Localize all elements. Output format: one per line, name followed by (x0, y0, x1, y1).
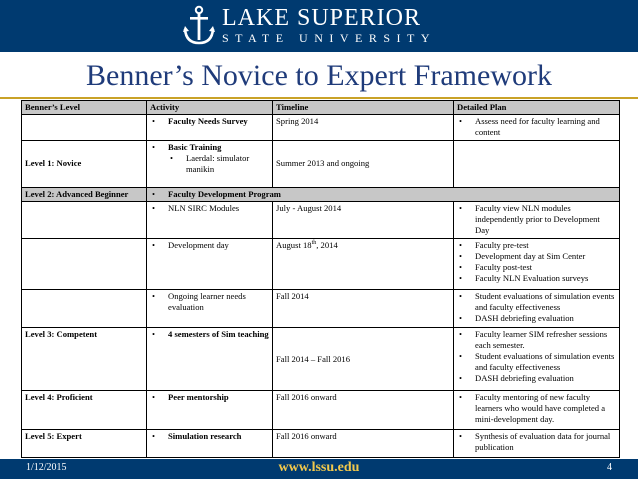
timeline-cell (273, 239, 454, 290)
level-cell (22, 290, 147, 328)
logo-line-2: STATE UNIVERSITY (222, 31, 437, 45)
activity-cell: • Peer mentorship (147, 391, 273, 430)
timeline-text-tail: , 2014 (316, 240, 338, 251)
header-cell: Benner’s Level (22, 101, 147, 115)
plan-item: Synthesis of evaluation data for journal publication (475, 431, 611, 453)
activity-text: Ongoing learner needs evaluation (168, 291, 246, 313)
activity-text: NLN SIRC Modules (168, 203, 240, 214)
level-cell: Level 1: Novice (22, 140, 147, 187)
level-cell (22, 239, 147, 290)
table-row (22, 115, 620, 141)
level-cell: Level 2: Advanced Beginner (22, 187, 147, 201)
plan-item: Student evaluations of simulation events and faculty effectiveness (475, 291, 615, 313)
slide-footer (0, 459, 638, 479)
plan-cell: • Faculty pre-test • Development day at Sim Center • Faculty post-test • Faculty NLN Evaluation surveys (454, 239, 620, 290)
plan-item: Assess need for faculty learning and content (475, 116, 600, 138)
table-row (22, 328, 620, 391)
table-row (22, 187, 620, 201)
activity-cell: • Basic Training • Laerdal: simulator manikin (147, 140, 273, 187)
plan-cell (454, 140, 620, 187)
timeline-cell: Fall 2016 onward (273, 430, 454, 458)
timeline-cell: Spring 2014 (273, 115, 454, 141)
table-row (22, 391, 620, 430)
plan-item: Faculty post-test (475, 262, 533, 273)
plan-item: Development day at Sim Center (475, 251, 586, 262)
activity-text: Basic Training (168, 141, 222, 152)
table-row (22, 430, 620, 458)
activity-cell: • Ongoing learner needs evaluation (147, 290, 273, 328)
table-row (22, 290, 620, 328)
timeline-cell: July - August 2014 (273, 202, 454, 239)
level-cell: Level 3: Competent (22, 328, 147, 391)
plan-item: Faculty pre-test (475, 240, 529, 251)
footer-page-number: 4 (607, 462, 612, 473)
plan-item: DASH debriefing evaluation (475, 373, 574, 384)
level-cell (22, 115, 147, 141)
table-row (22, 239, 620, 290)
activity-cell: • NLN SIRC Modules (147, 202, 273, 239)
timeline-cell: Fall 2014 (273, 290, 454, 328)
plan-item: Faculty mentoring of new faculty learners who would have completed a mini-development day. (475, 392, 606, 425)
level-cell: Level 4: Proficient (22, 391, 147, 430)
header-cell: Timeline (273, 101, 454, 115)
title-divider (0, 97, 638, 99)
timeline-cell: Fall 2016 onward (273, 391, 454, 430)
logo-line-1: LAKE SUPERIOR (222, 5, 422, 31)
plan-cell: • Student evaluations of simulation events and faculty effectiveness • DASH debriefing evaluation (454, 290, 620, 328)
timeline-cell: Summer 2013 and ongoing (273, 140, 454, 187)
table-row (22, 140, 620, 187)
activity-cell: • 4 semesters of Sim teaching (147, 328, 273, 391)
plan-item: Faculty learner SIM refresher sessions each semester. (475, 329, 608, 351)
plan-item: Faculty view NLN modules independently prior to Development Day (475, 203, 600, 236)
plan-cell: • Faculty learner SIM refresher sessions each semester. • Student evaluations of simulation events and faculty effectiveness • DASH debriefing evaluation (454, 328, 620, 391)
activity-text: Simulation research (168, 431, 242, 442)
slide-title: Benner’s Novice to Expert Framework (86, 59, 552, 92)
activity-text: Faculty Development Program (168, 188, 281, 199)
anchor-icon (182, 5, 216, 47)
activity-text: Faculty Needs Survey (168, 116, 248, 127)
header-cell: Activity (147, 101, 273, 115)
university-header-bar (0, 0, 638, 52)
plan-item: Student evaluations of simulation events and faculty effectiveness (475, 351, 615, 373)
university-logo (182, 5, 436, 47)
activity-text: 4 semesters of Sim teaching (168, 329, 269, 340)
activity-text: Peer mentorship (168, 392, 229, 403)
activity-cell: • Faculty Needs Survey (147, 115, 273, 141)
header-cell: Detailed Plan (454, 101, 620, 115)
timeline-cell: Fall 2014 – Fall 2016 (273, 328, 454, 391)
plan-cell: • Assess need for faculty learning and content (454, 115, 620, 141)
plan-cell: • Faculty mentoring of new faculty learners who would have completed a mini-development day. (454, 391, 620, 430)
plan-cell: • Synthesis of evaluation data for journal publication (454, 430, 620, 458)
activity-cell: • Simulation research (147, 430, 273, 458)
plan-item: Faculty NLN Evaluation surveys (475, 273, 589, 284)
activity-cell: • Development day (147, 239, 273, 290)
footer-date: 1/12/2015 (26, 462, 67, 473)
plan-item: DASH debriefing evaluation (475, 313, 574, 324)
timeline-ordinal: th (311, 240, 317, 247)
level-cell (22, 202, 147, 239)
plan-cell: • Faculty view NLN modules independently prior to Development Day (454, 202, 620, 239)
footer-url-link[interactable]: www.lssu.edu (278, 460, 360, 475)
activity-text: Development day (168, 240, 229, 251)
activity-subitem: Laerdal: simulator manikin (186, 152, 250, 174)
timeline-text: August 18 (276, 240, 312, 251)
level-cell: Level 5: Expert (22, 430, 147, 458)
framework-table (21, 100, 620, 458)
table-header-row (22, 101, 620, 115)
activity-cell: • Faculty Development Program (147, 187, 620, 201)
table-row (22, 202, 620, 239)
